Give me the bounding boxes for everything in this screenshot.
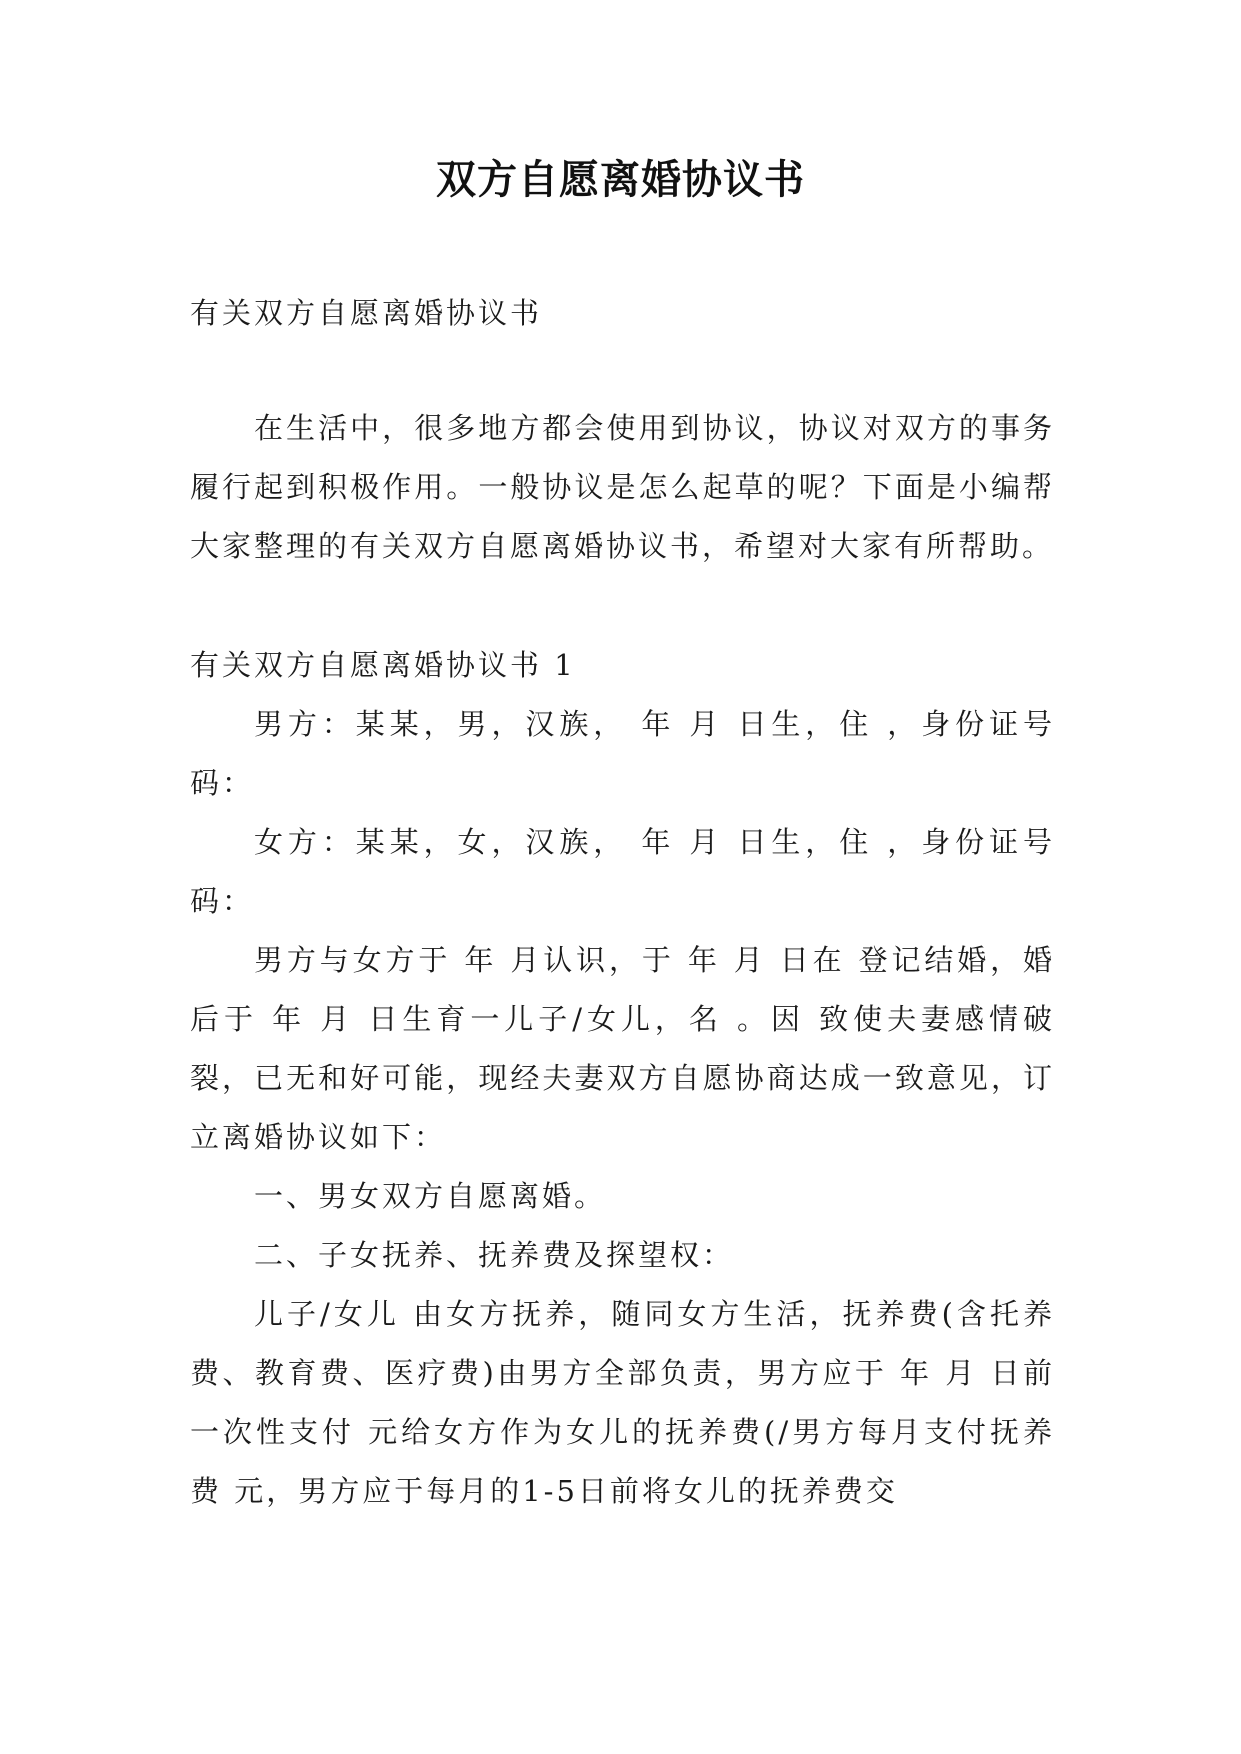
- clause-two: 二、子女抚养、抚养费及探望权：: [254, 1238, 735, 1272]
- clause-one: 一、男女双方自愿离婚。: [254, 1179, 607, 1213]
- paragraph-child-support: 儿子/女儿 由女方抚养，随同女方生活，抚养费(含托养费、教育费、医疗费)由男方全部负责，男方应于 年 月 日前一次性支付 元给女方作为女儿的抚养费(/男方每月支付抚养费 元，男方应于每月的1-5日前将女儿的抚养费交: [190, 1297, 1055, 1508]
- document-body: [190, 284, 1055, 1521]
- section-heading: 有关双方自愿离婚协议书 1: [190, 648, 576, 682]
- document-title: 双方自愿离婚协议书: [436, 157, 805, 203]
- intro-paragraph: 在生活中，很多地方都会使用到协议，协议对双方的事务履行起到积极作用。一般协议是怎么起草的呢？下面是小编帮大家整理的有关双方自愿离婚协议书，希望对大家有所帮助。: [190, 411, 1055, 563]
- paragraph-wife-info: 女方：某某，女，汉族， 年 月 日生，住 ，身份证号码：: [190, 825, 1055, 918]
- paragraph-husband-info: 男方：某某，男，汉族， 年 月 日生，住 ，身份证号码：: [190, 707, 1055, 800]
- paragraph-marriage-background: 男方与女方于 年 月认识，于 年 月 日在 登记结婚，婚后于 年 月 日生育一儿子/女儿，名 。因 致使夫妻感情破裂，已无和好可能，现经夫妻双方自愿协商达成一致意见，订立离婚协议如下：: [190, 943, 1055, 1154]
- document-subtitle: 有关双方自愿离婚协议书: [190, 296, 543, 330]
